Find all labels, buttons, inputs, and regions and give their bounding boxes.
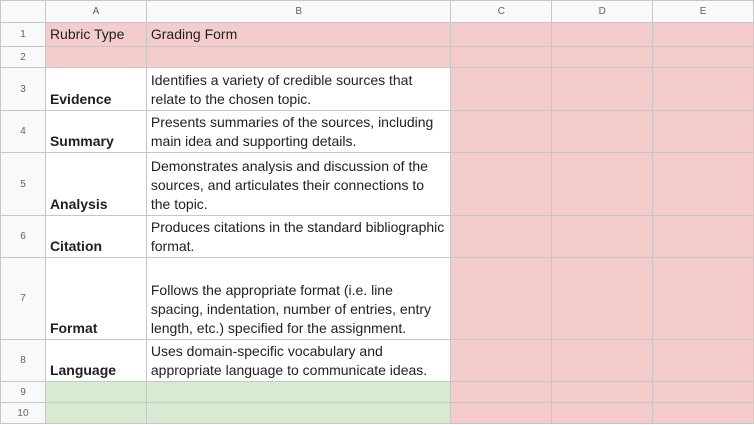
cell-c6[interactable] (451, 216, 552, 258)
cell-a10[interactable] (45, 403, 146, 424)
table-row (1, 258, 754, 340)
row-header[interactable]: 6 (1, 216, 46, 258)
cell-b8[interactable]: Uses domain-specific vocabulary and appropriate language to communicate ideas. (146, 340, 451, 382)
cell-c2[interactable] (451, 47, 552, 68)
cell-c7[interactable] (451, 258, 552, 340)
cell-d4[interactable] (552, 111, 653, 153)
cell-d1[interactable] (552, 23, 653, 47)
table-row (1, 47, 754, 68)
cell-a9[interactable] (45, 382, 146, 403)
column-header-b[interactable]: B (146, 1, 451, 23)
table-row (1, 153, 754, 216)
cell-e4[interactable] (653, 111, 754, 153)
cell-b3[interactable]: Identifies a variety of credible sources that relate to the chosen topic. (146, 68, 451, 111)
cell-d3[interactable] (552, 68, 653, 111)
cell-d9[interactable] (552, 382, 653, 403)
cell-e9[interactable] (653, 382, 754, 403)
table-row (1, 68, 754, 111)
cell-b4[interactable]: Presents summaries of the sources, including main idea and supporting details. (146, 111, 451, 153)
cell-a7[interactable]: Format (45, 258, 146, 340)
column-header-d[interactable]: D (552, 1, 653, 23)
cell-c8[interactable] (451, 340, 552, 382)
row-header[interactable]: 4 (1, 111, 46, 153)
cell-c10[interactable] (451, 403, 552, 424)
cell-e6[interactable] (653, 216, 754, 258)
cell-e1[interactable] (653, 23, 754, 47)
row-header[interactable]: 10 (1, 403, 46, 424)
column-header-a[interactable]: A (45, 1, 146, 23)
cell-a4[interactable]: Summary (45, 111, 146, 153)
cell-d2[interactable] (552, 47, 653, 68)
cell-a8[interactable]: Language (45, 340, 146, 382)
cell-c1[interactable] (451, 23, 552, 47)
cell-d7[interactable] (552, 258, 653, 340)
cell-b9[interactable] (146, 382, 451, 403)
cell-c9[interactable] (451, 382, 552, 403)
row-header[interactable]: 7 (1, 258, 46, 340)
column-header-e[interactable]: E (653, 1, 754, 23)
table-row (1, 340, 754, 382)
cell-a6[interactable]: Citation (45, 216, 146, 258)
row-header[interactable]: 9 (1, 382, 46, 403)
cell-b2[interactable] (146, 47, 451, 68)
cell-b10[interactable] (146, 403, 451, 424)
table-row (1, 403, 754, 424)
table-row (1, 216, 754, 258)
cell-c3[interactable] (451, 68, 552, 111)
cell-d6[interactable] (552, 216, 653, 258)
cell-e10[interactable] (653, 403, 754, 424)
table-row (1, 382, 754, 403)
cell-b1[interactable]: Grading Form (146, 23, 451, 47)
row-header[interactable]: 8 (1, 340, 46, 382)
table-row (1, 23, 754, 47)
select-all-corner[interactable] (1, 1, 46, 23)
cell-c4[interactable] (451, 111, 552, 153)
row-header[interactable]: 1 (1, 23, 46, 47)
cell-e3[interactable] (653, 68, 754, 111)
row-header[interactable]: 3 (1, 68, 46, 111)
cell-d10[interactable] (552, 403, 653, 424)
cell-b7[interactable]: Follows the appropriate format (i.e. line spacing, indentation, number of entries, entry length, etc.) specified for the assignment. (146, 258, 451, 340)
cell-d5[interactable] (552, 153, 653, 216)
cell-a2[interactable] (45, 47, 146, 68)
cell-b6[interactable]: Produces citations in the standard bibliographic format. (146, 216, 451, 258)
row-header[interactable]: 5 (1, 153, 46, 216)
cell-c5[interactable] (451, 153, 552, 216)
cell-a1[interactable]: Rubric Type (45, 23, 146, 47)
cell-b5[interactable]: Demonstrates analysis and discussion of the sources, and articulates their connections to the topic. (146, 153, 451, 216)
column-header-c[interactable]: C (451, 1, 552, 23)
cell-e8[interactable] (653, 340, 754, 382)
cell-a3[interactable]: Evidence (45, 68, 146, 111)
cell-e7[interactable] (653, 258, 754, 340)
cell-a5[interactable]: Analysis (45, 153, 146, 216)
cell-e2[interactable] (653, 47, 754, 68)
cell-e5[interactable] (653, 153, 754, 216)
cell-d8[interactable] (552, 340, 653, 382)
table-row (1, 111, 754, 153)
row-header[interactable]: 2 (1, 47, 46, 68)
